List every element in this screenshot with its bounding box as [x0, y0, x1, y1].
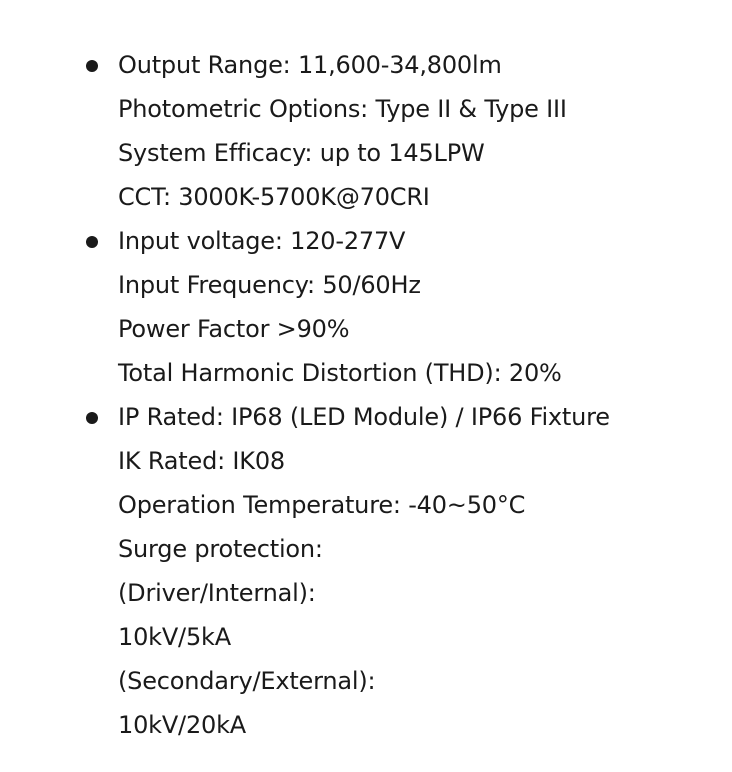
bullet-icon	[86, 236, 98, 248]
spec-operation-temperature: Operation Temperature: -40~50°C	[118, 491, 526, 519]
spec-group-protection	[0, 395, 732, 747]
spec-thd: Total Harmonic Distortion (THD): 20%	[118, 359, 562, 387]
spec-input-frequency: Input Frequency: 50/60Hz	[118, 271, 421, 299]
spec-group-electrical	[0, 219, 732, 395]
spec-list	[0, 43, 732, 747]
spec-photometric-options: Photometric Options: Type II & Type III	[118, 95, 567, 123]
spec-ip-rated: IP Rated: IP68 (LED Module) / IP66 Fixture	[118, 403, 610, 431]
spec-surge-driver-value: 10kV/5kA	[118, 623, 231, 651]
spec-group-optics	[0, 43, 732, 219]
spec-surge-protection: Surge protection:	[118, 535, 323, 563]
spec-surge-driver-label: (Driver/Internal):	[118, 579, 316, 607]
spec-surge-secondary-value: 10kV/20kA	[118, 711, 246, 739]
spec-surge-secondary-label: (Secondary/External):	[118, 667, 376, 695]
bullet-icon	[86, 60, 98, 72]
spec-input-voltage: Input voltage: 120-277V	[118, 227, 406, 255]
spec-ik-rated: IK Rated: IK08	[118, 447, 285, 475]
spec-output-range: Output Range: 11,600-34,800lm	[118, 51, 502, 79]
spec-power-factor: Power Factor >90%	[118, 315, 350, 343]
bullet-icon	[86, 412, 98, 424]
spec-cct: CCT: 3000K-5700K@70CRI	[118, 183, 430, 211]
spec-system-efficacy: System Efficacy: up to 145LPW	[118, 139, 485, 167]
